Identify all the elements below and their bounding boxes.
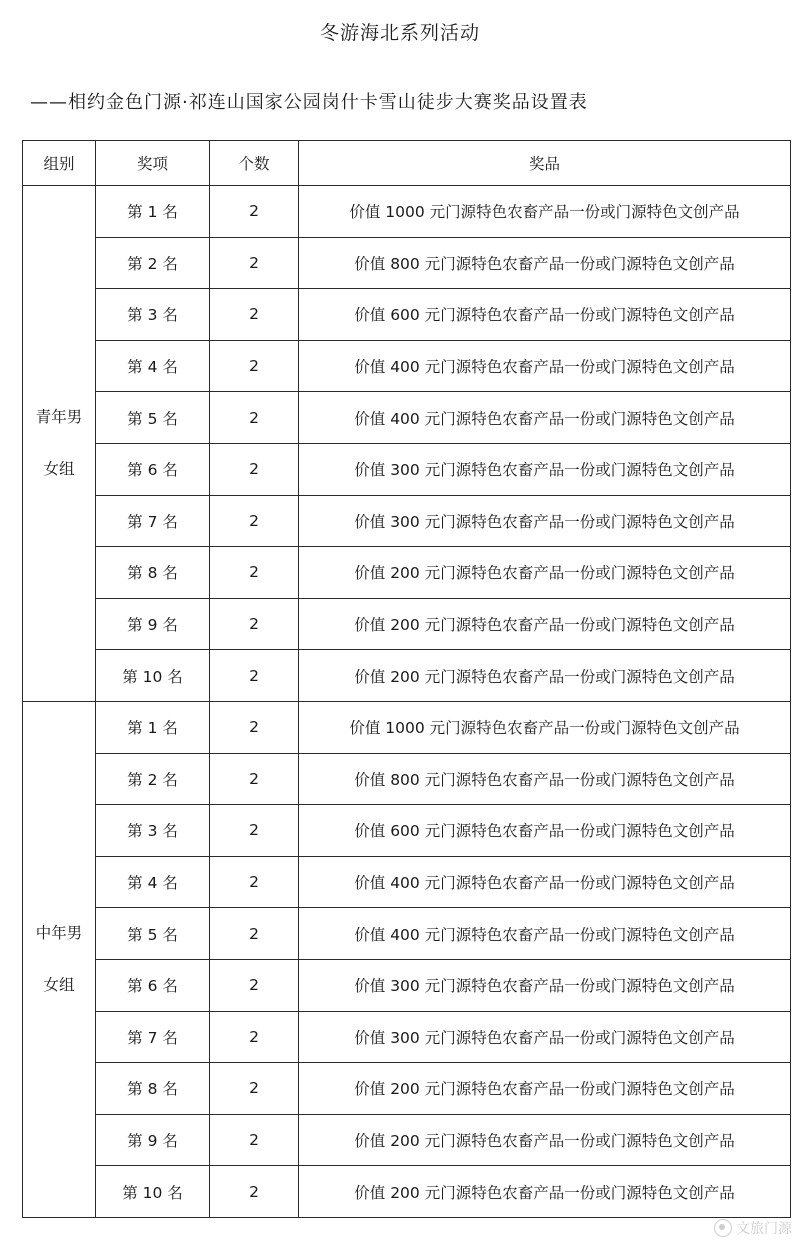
prize-cell: 价值 300 元门源特色农畜产品一份或门源特色文创产品 (299, 495, 791, 547)
award-cell: 第 7 名 (96, 1011, 210, 1063)
table-row (23, 237, 791, 289)
wechat-icon (714, 1219, 732, 1237)
count-cell: 2 (210, 650, 299, 702)
table-row (23, 805, 791, 857)
award-cell: 第 8 名 (96, 547, 210, 599)
award-cell: 第 9 名 (96, 1114, 210, 1166)
award-cell: 第 10 名 (96, 650, 210, 702)
table-row (23, 1114, 791, 1166)
table-row (23, 1063, 791, 1115)
page-subtitle: ——相约金色门源·祁连山国家公园岗什卡雪山徒步大赛奖品设置表 (30, 92, 588, 113)
page-title: 冬游海北系列活动 (319, 22, 480, 44)
table-row (23, 186, 791, 238)
group-cell (23, 186, 96, 702)
prize-cell: 价值 400 元门源特色农畜产品一份或门源特色文创产品 (299, 856, 791, 908)
count-cell: 2 (210, 495, 299, 547)
watermark-text: 文旅门源 (736, 1221, 792, 1237)
watermark (714, 1218, 792, 1238)
count-cell: 2 (210, 598, 299, 650)
header-prize: 奖品 (299, 141, 791, 186)
table-row (23, 701, 791, 753)
award-cell: 第 1 名 (96, 701, 210, 753)
count-cell: 2 (210, 856, 299, 908)
count-cell: 2 (210, 186, 299, 238)
count-cell: 2 (210, 1114, 299, 1166)
count-cell: 2 (210, 237, 299, 289)
group-name-line: 女组 (43, 460, 75, 479)
award-cell: 第 10 名 (96, 1166, 210, 1218)
table-row (23, 650, 791, 702)
count-cell: 2 (210, 1011, 299, 1063)
prize-cell: 价值 200 元门源特色农畜产品一份或门源特色文创产品 (299, 598, 791, 650)
header-count: 个数 (210, 141, 299, 186)
award-cell: 第 2 名 (96, 753, 210, 805)
header-award: 奖项 (96, 141, 210, 186)
award-cell: 第 6 名 (96, 959, 210, 1011)
table-body (23, 186, 791, 1218)
count-cell: 2 (210, 340, 299, 392)
table-row (23, 598, 791, 650)
prize-cell: 价值 400 元门源特色农畜产品一份或门源特色文创产品 (299, 340, 791, 392)
table-row (23, 856, 791, 908)
prize-cell: 价值 1000 元门源特色农畜产品一份或门源特色文创产品 (299, 186, 791, 238)
prize-cell: 价值 200 元门源特色农畜产品一份或门源特色文创产品 (299, 650, 791, 702)
prize-cell: 价值 800 元门源特色农畜产品一份或门源特色文创产品 (299, 237, 791, 289)
award-cell: 第 2 名 (96, 237, 210, 289)
prize-cell: 价值 300 元门源特色农畜产品一份或门源特色文创产品 (299, 443, 791, 495)
count-cell: 2 (210, 443, 299, 495)
award-cell: 第 5 名 (96, 908, 210, 960)
table-row (23, 1166, 791, 1218)
count-cell: 2 (210, 392, 299, 444)
prize-cell: 价值 200 元门源特色农畜产品一份或门源特色文创产品 (299, 1063, 791, 1115)
prize-cell: 价值 400 元门源特色农畜产品一份或门源特色文创产品 (299, 392, 791, 444)
count-cell: 2 (210, 701, 299, 753)
prize-cell: 价值 1000 元门源特色农畜产品一份或门源特色文创产品 (299, 701, 791, 753)
award-cell: 第 4 名 (96, 340, 210, 392)
award-cell: 第 3 名 (96, 805, 210, 857)
count-cell: 2 (210, 753, 299, 805)
count-cell: 2 (210, 547, 299, 599)
award-cell: 第 7 名 (96, 495, 210, 547)
prize-cell: 价值 800 元门源特色农畜产品一份或门源特色文创产品 (299, 753, 791, 805)
header-group: 组别 (23, 141, 96, 186)
prize-cell: 价值 300 元门源特色农畜产品一份或门源特色文创产品 (299, 959, 791, 1011)
table-row (23, 443, 791, 495)
prize-cell: 价值 600 元门源特色农畜产品一份或门源特色文创产品 (299, 289, 791, 341)
prize-cell: 价值 400 元门源特色农畜产品一份或门源特色文创产品 (299, 908, 791, 960)
count-cell: 2 (210, 959, 299, 1011)
prize-cell: 价值 300 元门源特色农畜产品一份或门源特色文创产品 (299, 1011, 791, 1063)
table-row (23, 1011, 791, 1063)
count-cell: 2 (210, 289, 299, 341)
prize-cell: 价值 600 元门源特色农畜产品一份或门源特色文创产品 (299, 805, 791, 857)
prize-cell: 价值 200 元门源特色农畜产品一份或门源特色文创产品 (299, 1114, 791, 1166)
prize-table (22, 140, 791, 1218)
table-row (23, 908, 791, 960)
award-cell: 第 8 名 (96, 1063, 210, 1115)
count-cell: 2 (210, 908, 299, 960)
group-name-line: 中年男 (35, 924, 83, 943)
table-row (23, 495, 791, 547)
prize-cell: 价值 200 元门源特色农畜产品一份或门源特色文创产品 (299, 547, 791, 599)
count-cell: 2 (210, 805, 299, 857)
group-name-line: 青年男 (35, 408, 83, 427)
table-row (23, 340, 791, 392)
table-row (23, 289, 791, 341)
award-cell: 第 4 名 (96, 856, 210, 908)
table-row (23, 753, 791, 805)
prize-cell: 价值 200 元门源特色农畜产品一份或门源特色文创产品 (299, 1166, 791, 1218)
table-row (23, 959, 791, 1011)
group-name-line: 女组 (43, 976, 75, 995)
table-header-row (23, 141, 791, 186)
group-cell (23, 701, 96, 1217)
award-cell: 第 9 名 (96, 598, 210, 650)
table-row (23, 547, 791, 599)
award-cell: 第 6 名 (96, 443, 210, 495)
count-cell: 2 (210, 1063, 299, 1115)
award-cell: 第 1 名 (96, 186, 210, 238)
award-cell: 第 3 名 (96, 289, 210, 341)
award-cell: 第 5 名 (96, 392, 210, 444)
table-row (23, 392, 791, 444)
count-cell: 2 (210, 1166, 299, 1218)
